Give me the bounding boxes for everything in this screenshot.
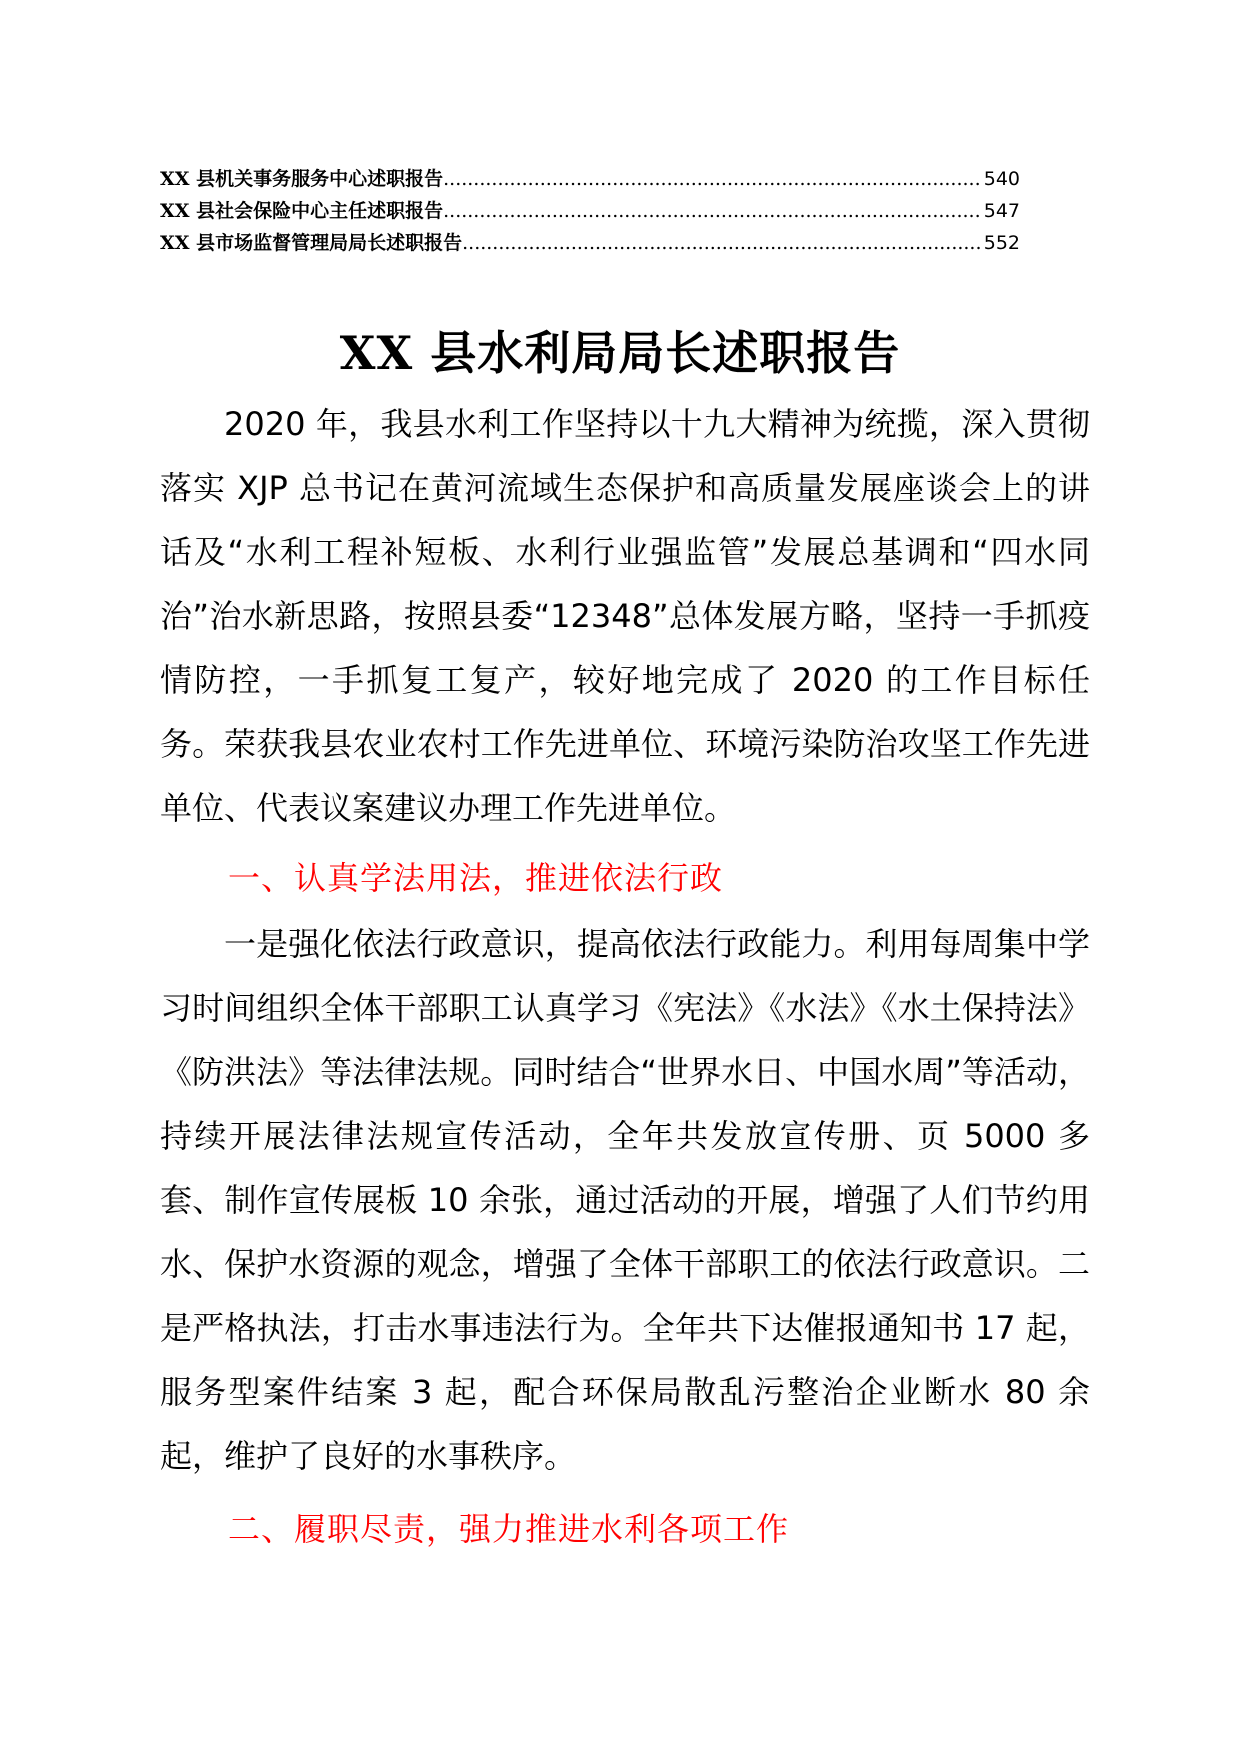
document-title: XX 县水利局局长述职报告 [339, 325, 901, 380]
toc-entry-page: 540 [983, 168, 1020, 190]
section-paragraph: 一是强化依法行政意识，提高依法行政能力。利用每周集中学习时间组织全体干部职工认真学习《宪法》《水法》《水土保持法》《防洪法》等法律法规。同时结合“世界水日、中国水周”等活动，持续开展法律法规宣传活动，全年共发放宣传册、页 5000 多套、制作宣传展板 10 余张，通过活动的开展，增强了人们节约用水、保护水资源的观念，增强了全体干部职工的依法行政意识。二是严格执法，打击水事违法行为。全年共下达催报通知书 17 起，服务型案件结案 3 起，配合环保局散乱污整治企业断水 80 余起，维护了良好的水事秩序。 [160, 925, 1090, 1475]
toc-entry[interactable] [160, 163, 1020, 195]
toc-entry-page: 547 [983, 200, 1020, 222]
intro-paragraph: 2020 年，我县水利工作坚持以十九大精神为统揽，深入贯彻落实 XJP 总书记在黄河流域生态保护和高质量发展座谈会上的讲话及“水利工程补短板、水利行业强监管”发展总基调和“四水同治”治水新思路，按照县委“12348”总体发展方略，坚持一手抓疫情防控，一手抓复工复产，较好地完成了 2020 的工作目标任务。荣获我县农业农村工作先进单位、环境污染防治攻坚工作先进单位、代表议案建议办理工作先进单位。 [160, 405, 1090, 827]
toc-dot-leader [443, 163, 982, 195]
section-heading: 一、认真学法用法，推进依法行政 [228, 859, 724, 897]
toc-entry-title: XX 县机关事务服务中心述职报告 [160, 168, 444, 190]
section-body-block [160, 912, 1090, 1488]
toc-entry[interactable] [160, 227, 1020, 259]
toc-entry-title: XX 县社会保险中心主任述职报告 [160, 200, 444, 222]
intro-block [160, 392, 1090, 840]
toc-entry[interactable] [160, 195, 1020, 227]
section-heading-block [160, 1497, 1090, 1561]
section-heading-block [160, 846, 1090, 910]
section-heading: 二、履职尽责，强力推进水利各项工作 [228, 1510, 790, 1548]
toc-dot-leader [443, 195, 982, 227]
table-of-contents [160, 163, 1020, 259]
toc-dot-leader [462, 227, 982, 259]
toc-entry-page: 552 [983, 232, 1020, 254]
toc-entry-title: XX 县市场监督管理局局长述职报告 [160, 232, 463, 254]
